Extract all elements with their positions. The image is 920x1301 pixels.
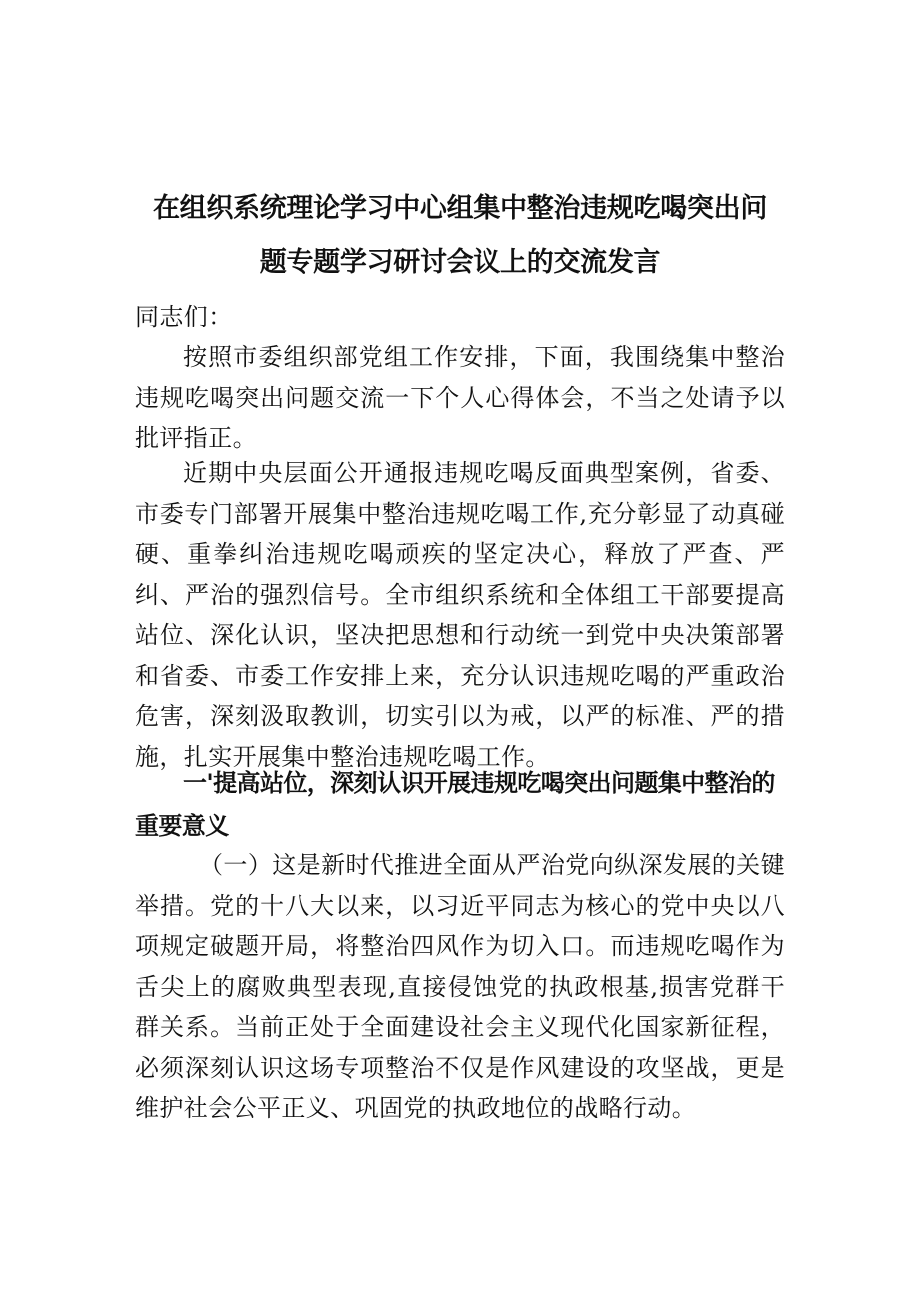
document-title: 在组织系统理论学习中心组集中整治违规吃喝突出问题专题学习研讨会议上的交流发言 bbox=[152, 193, 768, 278]
section-paragraph: （一）这是新时代推进全面从严治党向纵深发展的关键举措。党的十八大以来，以习近平同志为核心的党中央以八项规定破题开局，将整治四风作为切入口。而违规吃喝作为舌尖上的腐败典型表现,直接侵蚀党的执政根基,损害党群干群关系。当前正处于全面建设社会主义现代化国家新征程，必须深刻认识这场专项整治不仅是作风建设的攻坚战，更是维护社会公平正义、巩固党的执政地位的战略行动。 bbox=[135, 851, 785, 1122]
paragraph-background: 近期中央层面公开通报违规吃喝反面典型案例，省委、市委专门部署开展集中整治违规吃喝工作,充分彰显了动真碰硬、重拳纠治违规吃喝顽疾的坚定决心，释放了严查、严纠、严治的强烈信号。全市组织系统和全体组工干部要提高站位、深化认识，坚决把思想和行动统一到党中央决策部署和省委、市委工作安排上来，充分认识违规吃喝的严重政治危害，深刻汲取教训，切实引以为戒，以严的标准、严的措施，扎实开展集中整治违规吃喝工作。 bbox=[135, 459, 785, 771]
salutation: 同志们： bbox=[135, 303, 233, 331]
section-heading: 一'提高站位，深刻认识开展违规吃喝突出问题集中整治的重要意义 bbox=[135, 769, 775, 840]
paragraph-intro: 按照市委组织部党组工作安排，下面，我围绕集中整治违规吃喝突出问题交流一下个人心得体会，不当之处请予以批评指正。 bbox=[135, 343, 785, 452]
